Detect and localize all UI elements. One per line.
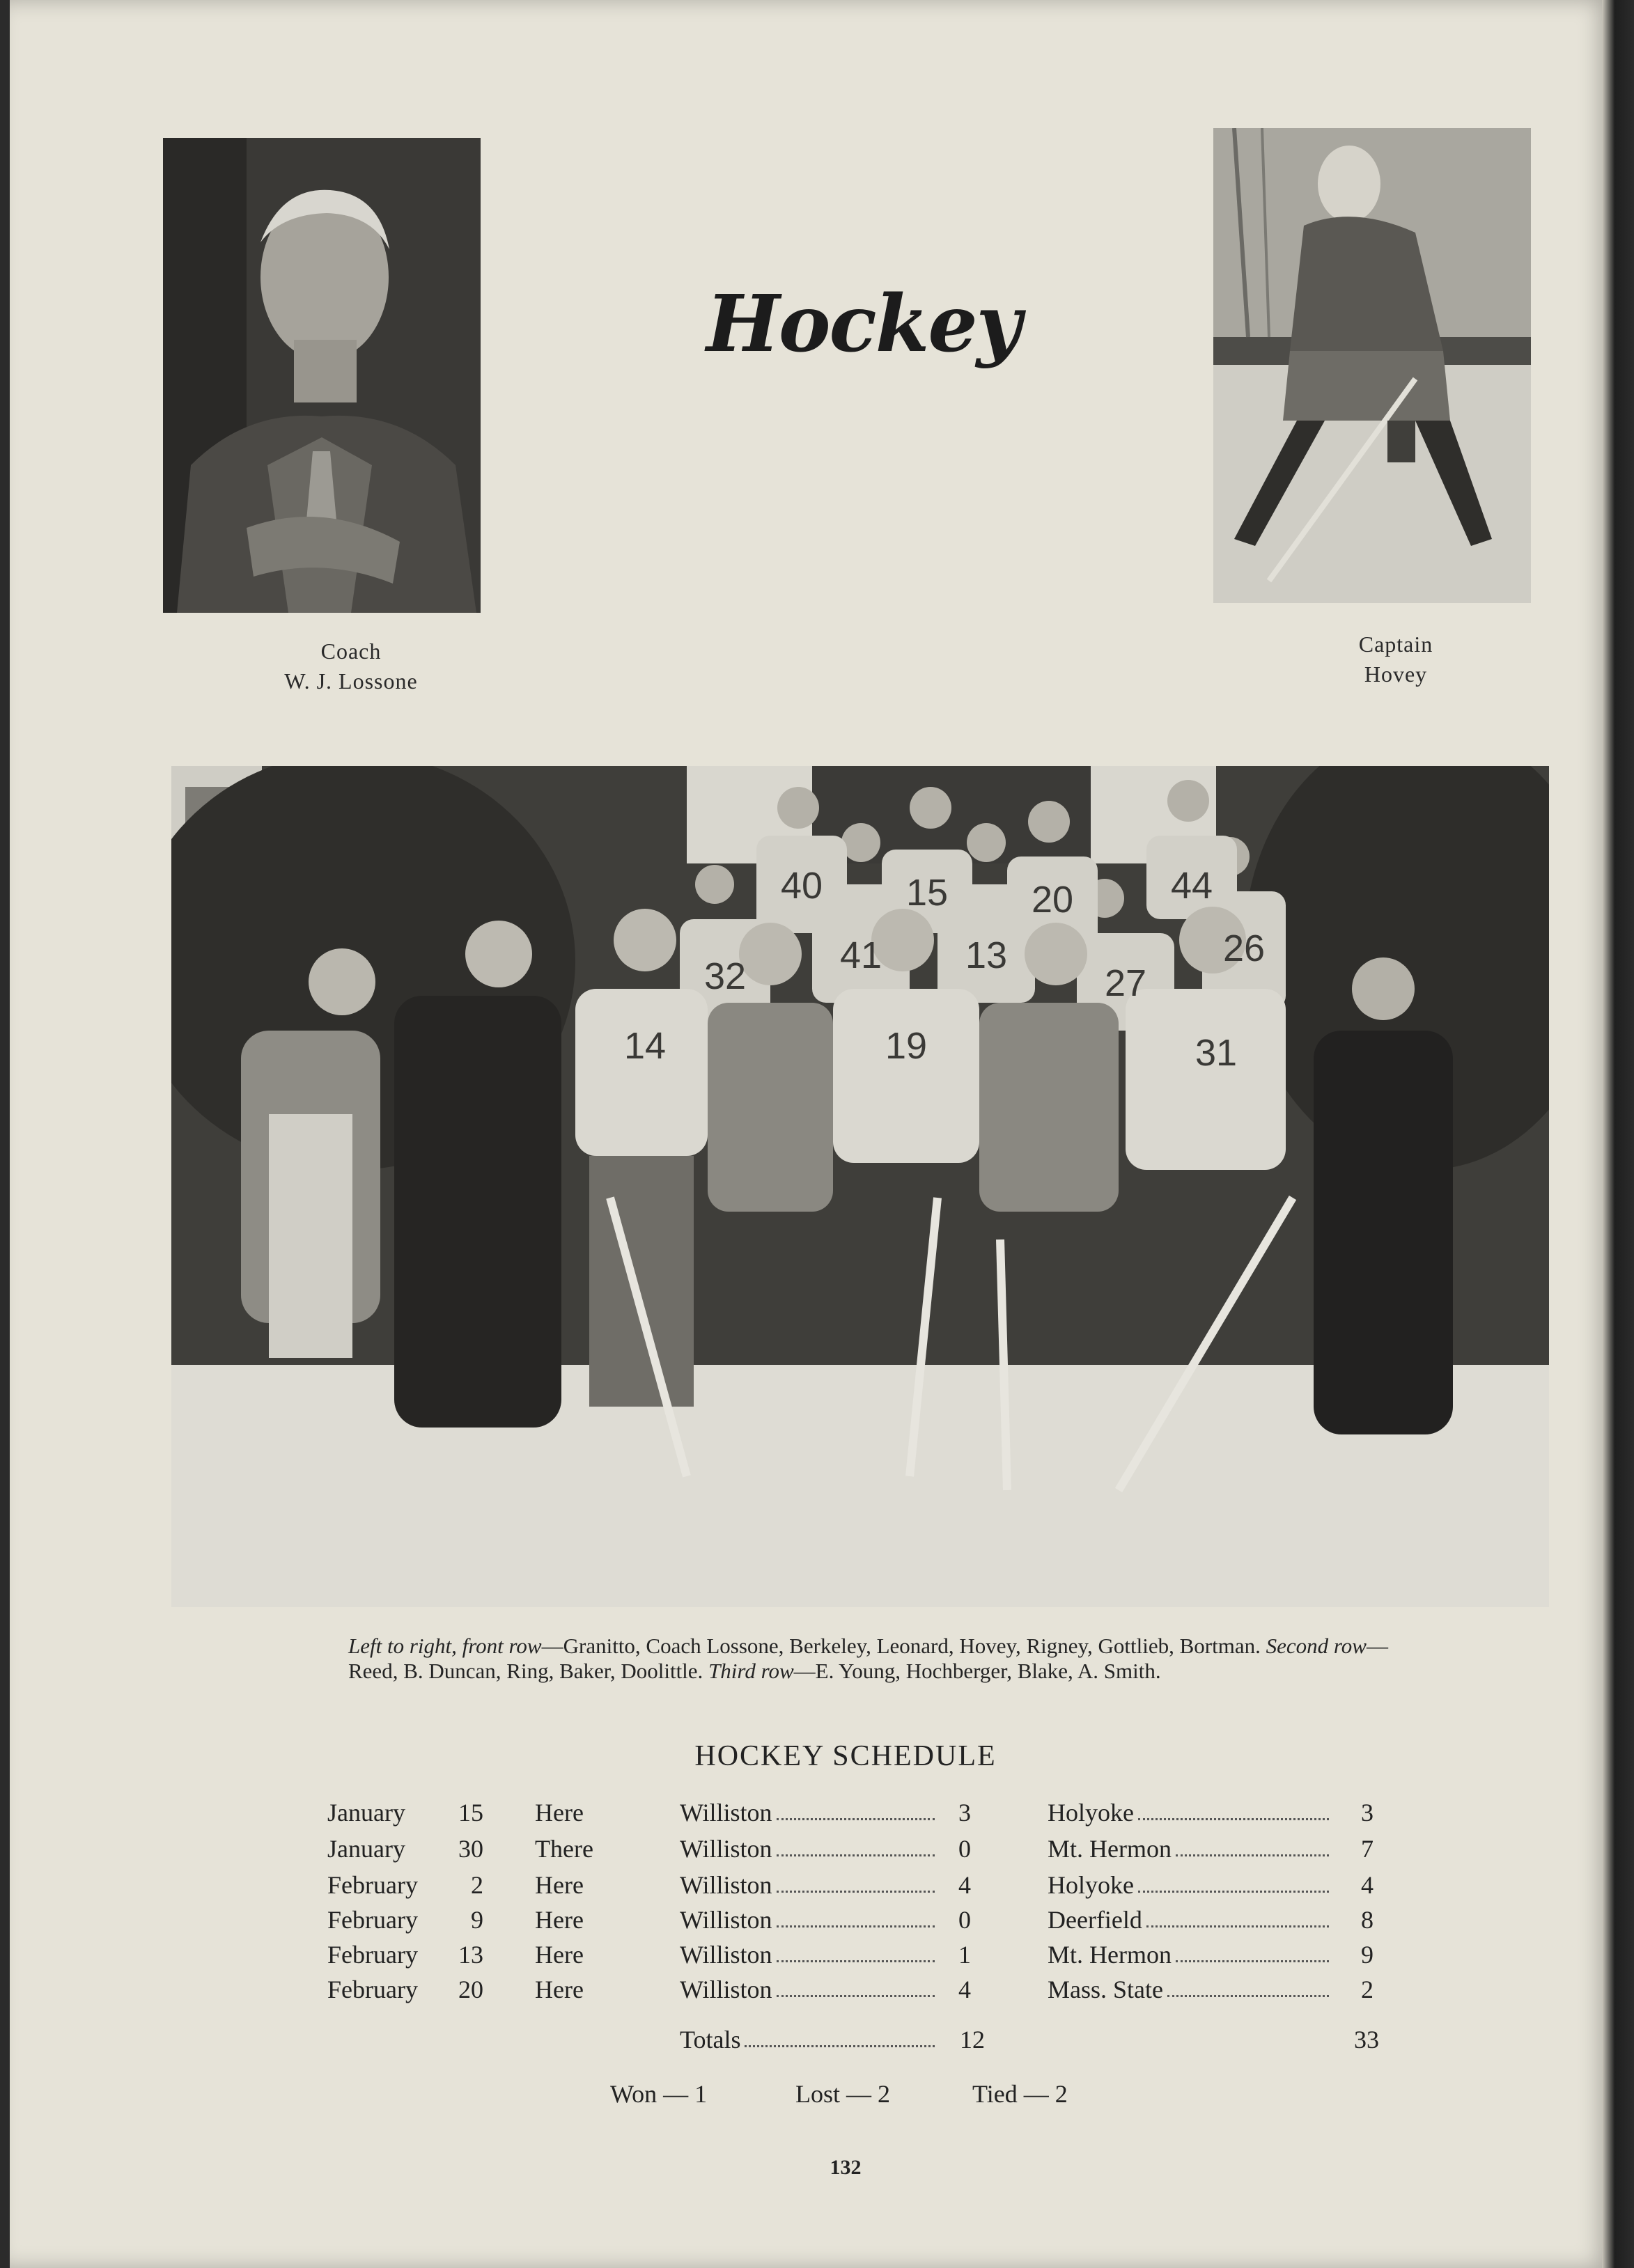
game-location: Here (535, 1799, 584, 1827)
leader-dots (1138, 1798, 1329, 1820)
jersey-number-15: 15 (905, 872, 949, 914)
totals-row (10, 2025, 1612, 2060)
game-day: 30 (458, 1835, 483, 1863)
totals-cell (680, 2025, 939, 2054)
game-location: Here (535, 1906, 584, 1934)
opponent-score: 3 (1361, 1799, 1374, 1827)
game-month: February (327, 1906, 418, 1934)
home-team-cell (680, 1905, 939, 1934)
opponent-score: 2 (1361, 1976, 1374, 2003)
team-group-photo (171, 766, 1549, 1607)
schedule-row (10, 1905, 1612, 1940)
jersey-number-31: 31 (1195, 1032, 1238, 1074)
jersey-number-32: 32 (703, 955, 747, 997)
schedule-row (10, 1798, 1612, 1833)
opponent-team: Mt. Hermon (1048, 1941, 1172, 1969)
schedule-title: HOCKEY SCHEDULE (694, 1740, 997, 1772)
home-team: Williston (680, 1799, 772, 1827)
totals-label: Totals (680, 2026, 741, 2054)
game-month: January (327, 1799, 405, 1827)
captain-caption-title: Captain (1358, 632, 1433, 657)
game-month: February (327, 1976, 418, 2003)
opponent-cell (1048, 1834, 1333, 1863)
caption-front-row: —Granitto, Coach Lossone, Berkeley, Leonard, Hovey, Rigney, Gottlieb, Bortman. (541, 1634, 1266, 1658)
opponent-cell (1048, 1870, 1333, 1900)
team-photo-caption (348, 1634, 1407, 1684)
record-tied: Tied — 2 (972, 2080, 1068, 2108)
schedule-row (10, 1940, 1612, 1975)
leader-dots (777, 1975, 935, 1997)
game-day: 15 (458, 1799, 483, 1827)
game-month: February (327, 1941, 418, 1969)
leader-dots (777, 1940, 935, 1962)
opponent-score: 8 (1361, 1906, 1374, 1934)
coach-caption (219, 636, 483, 696)
opponent-team: Holyoke (1048, 1799, 1134, 1827)
home-score: 0 (958, 1906, 971, 1934)
game-location: Here (535, 1941, 584, 1969)
book-spine-shadow (1602, 0, 1634, 2268)
opponent-score: 9 (1361, 1941, 1374, 1969)
opponent-team: Mass. State (1048, 1976, 1163, 2003)
leader-dots (777, 1834, 935, 1856)
leader-dots (1167, 1975, 1329, 1997)
jersey-number-44: 44 (1170, 865, 1213, 907)
jersey-number-13: 13 (965, 934, 1008, 976)
home-score: 3 (958, 1799, 971, 1827)
game-location: There (535, 1835, 593, 1863)
opponent-score: 7 (1361, 1835, 1374, 1863)
opponent-team: Deerfield (1048, 1906, 1142, 1934)
opponent-score: 4 (1361, 1871, 1374, 1899)
captain-caption-name: Hovey (1364, 662, 1428, 687)
home-team: Williston (680, 1976, 772, 2003)
home-team: Williston (680, 1835, 772, 1863)
leader-dots (1138, 1870, 1329, 1893)
yearbook-page (10, 0, 1612, 2268)
opponent-cell (1048, 1798, 1333, 1827)
home-team-cell (680, 1870, 939, 1900)
schedule-row (10, 1834, 1612, 1869)
home-team-cell (680, 1834, 939, 1863)
game-month: February (327, 1871, 418, 1899)
jersey-number-14: 14 (623, 1025, 667, 1067)
coach-portrait-photo (163, 138, 481, 613)
home-team: Williston (680, 1941, 772, 1969)
caption-second-row: —Reed, B. Duncan, Ring, Baker, Doolittle. (348, 1634, 1388, 1683)
game-day: 9 (471, 1906, 483, 1934)
leader-dots (1146, 1905, 1329, 1927)
home-score: 0 (958, 1835, 971, 1863)
caption-lead: Left to right, front row (348, 1634, 542, 1658)
leader-dots (777, 1905, 935, 1927)
schedule-row (10, 1975, 1612, 2010)
game-location: Here (535, 1976, 584, 2003)
caption-third-row: —E. Young, Hochberger, Blake, A. Smith. (793, 1659, 1161, 1683)
leader-dots (745, 2025, 935, 2047)
page-number: 132 (830, 2156, 862, 2179)
home-team: Williston (680, 1871, 772, 1899)
jersey-number-20: 20 (1031, 879, 1074, 921)
page-title: Hockey (706, 279, 1020, 370)
coach-caption-title: Coach (320, 639, 382, 664)
leader-dots (777, 1870, 935, 1893)
leader-dots (1176, 1834, 1329, 1856)
game-day: 2 (471, 1871, 483, 1899)
opponent-team: Mt. Hermon (1048, 1835, 1172, 1863)
game-day: 13 (458, 1941, 483, 1969)
record-lost: Lost — 2 (795, 2080, 891, 2108)
captain-caption (1263, 629, 1528, 689)
opponent-team: Holyoke (1048, 1871, 1134, 1899)
game-day: 20 (458, 1976, 483, 2003)
jersey-number-41: 41 (839, 934, 882, 976)
jersey-number-27: 27 (1104, 962, 1147, 1004)
schedule-row (10, 1870, 1612, 1905)
home-team-cell (680, 1798, 939, 1827)
record-won: Won — 1 (610, 2080, 708, 2108)
home-team-cell (680, 1975, 939, 2004)
opponent-cell (1048, 1940, 1333, 1969)
caption-third-label: Third row (708, 1659, 794, 1683)
jersey-number-40: 40 (780, 865, 823, 907)
leader-dots (777, 1798, 935, 1820)
home-team-cell (680, 1940, 939, 1969)
leader-dots (1176, 1940, 1329, 1962)
jersey-number-19: 19 (885, 1025, 928, 1067)
opponent-cell (1048, 1975, 1333, 2004)
jersey-number-26: 26 (1222, 928, 1266, 969)
coach-caption-name: W. J. Lossone (284, 668, 418, 694)
totals-opponent-score: 33 (1354, 2026, 1379, 2054)
home-score: 4 (958, 1976, 971, 2003)
game-location: Here (535, 1871, 584, 1899)
home-team: Williston (680, 1906, 772, 1934)
caption-second-label: Second row (1266, 1634, 1367, 1658)
totals-home-score: 12 (960, 2026, 985, 2054)
captain-portrait-photo (1213, 128, 1531, 603)
game-month: January (327, 1835, 405, 1863)
home-score: 4 (958, 1871, 971, 1899)
home-score: 1 (958, 1941, 971, 1969)
opponent-cell (1048, 1905, 1333, 1934)
